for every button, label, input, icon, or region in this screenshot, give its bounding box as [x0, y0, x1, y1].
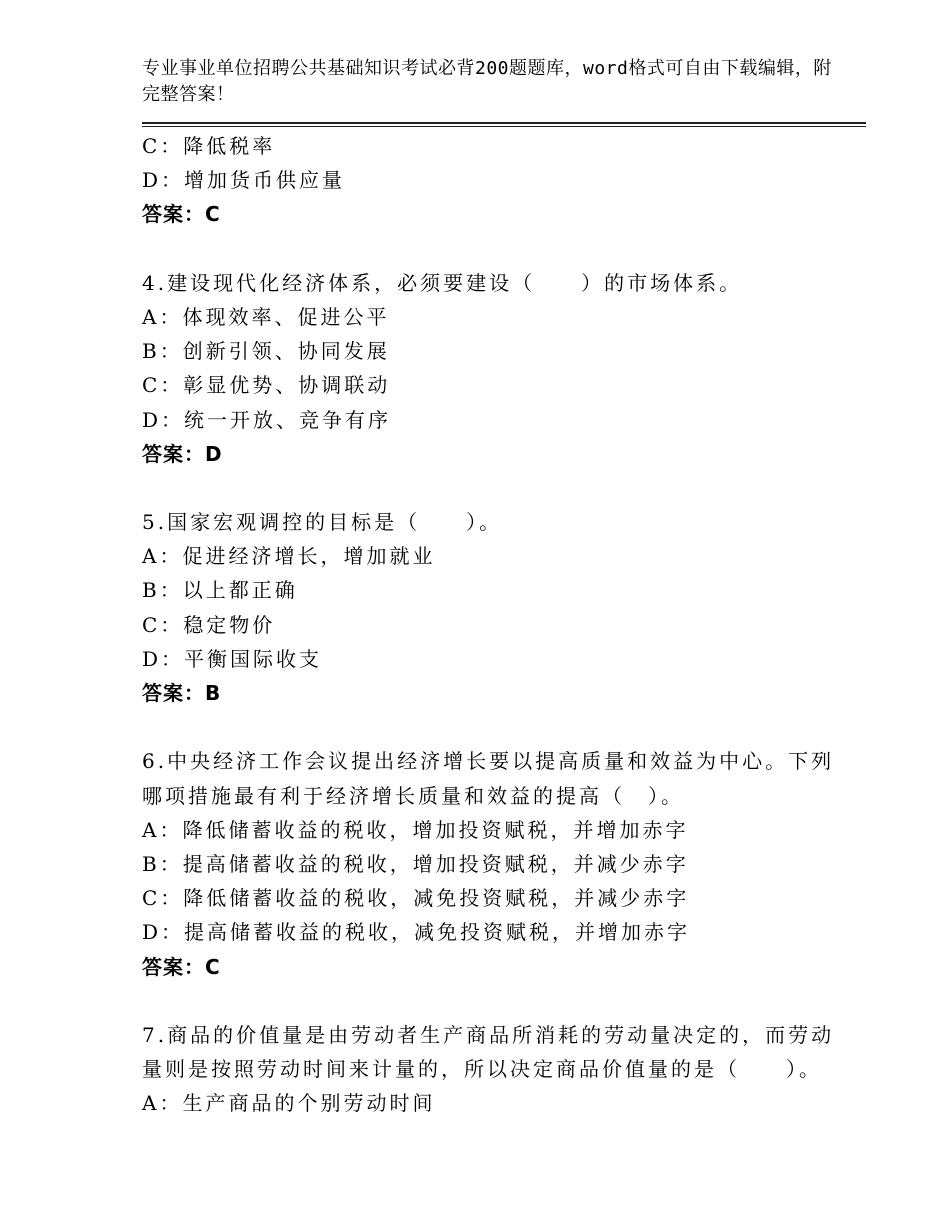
- question-block: [142, 266, 822, 471]
- question-stem-continued: 哪项措施最有利于经济增长质量和效益的提高（ ）。: [142, 783, 684, 808]
- question-stem: 4.建设现代化经济体系，必须要建设（ ）的市场体系。: [142, 270, 743, 295]
- option-d: D：平衡国际收支: [142, 646, 323, 671]
- option-d: D：增加货币供应量: [142, 168, 346, 193]
- option-a: A：生产商品的个别劳动时间: [142, 1091, 436, 1116]
- header-rule-thick: [142, 122, 866, 124]
- option-a: A：促进经济增长，增加就业: [142, 544, 436, 569]
- option-c: C：降低储蓄收益的税收，减免投资赋税，并减少赤字: [142, 886, 690, 911]
- option-a: A：降低储蓄收益的税收，增加投资赋税，并增加赤字: [142, 817, 689, 842]
- option-c: C：彰显优势、协调联动: [142, 373, 391, 398]
- question-stem: 6.中央经济工作会议提出经济增长要以提高质量和效益为中心。下列: [142, 749, 835, 774]
- option-b: B：提高储蓄收益的税收，增加投资赋税，并减少赤字: [142, 851, 689, 876]
- question-block: [142, 1018, 835, 1121]
- option-c: C：稳定物价: [142, 612, 276, 637]
- option-c: C：降低税率: [142, 134, 276, 158]
- answer: 答案：D: [142, 441, 223, 466]
- document-header: 专业事业单位招聘公共基础知识考试必背200题题库，word格式可自由下载编辑，附完整答案！: [142, 58, 832, 105]
- question-block: [142, 744, 835, 983]
- option-a: A：体现效率、促进公平: [142, 304, 390, 329]
- option-d: D：提高储蓄收益的税收，减免投资赋税，并增加赤字: [142, 920, 691, 945]
- header-rule-thin: [142, 126, 866, 127]
- question-stem: 7.商品的价值量是由劳动者生产商品所消耗的劳动量决定的，而劳动: [142, 1022, 835, 1047]
- question-block: [142, 505, 822, 710]
- option-d: D：统一开放、竞争有序: [142, 407, 392, 432]
- question-list: [142, 129, 835, 1120]
- answer: 答案：C: [142, 954, 221, 979]
- question-block: [142, 129, 822, 232]
- option-b: B：创新引领、协同发展: [142, 339, 390, 364]
- answer: 答案：B: [142, 681, 222, 705]
- answer: 答案：C: [142, 202, 221, 227]
- question-stem-continued: 量则是按照劳动时间来计量的，所以决定商品价值量的是（ ）。: [142, 1057, 822, 1082]
- question-stem: 5.国家宏观调控的目标是（ ）。: [142, 510, 503, 535]
- option-b: B：以上都正确: [142, 578, 298, 603]
